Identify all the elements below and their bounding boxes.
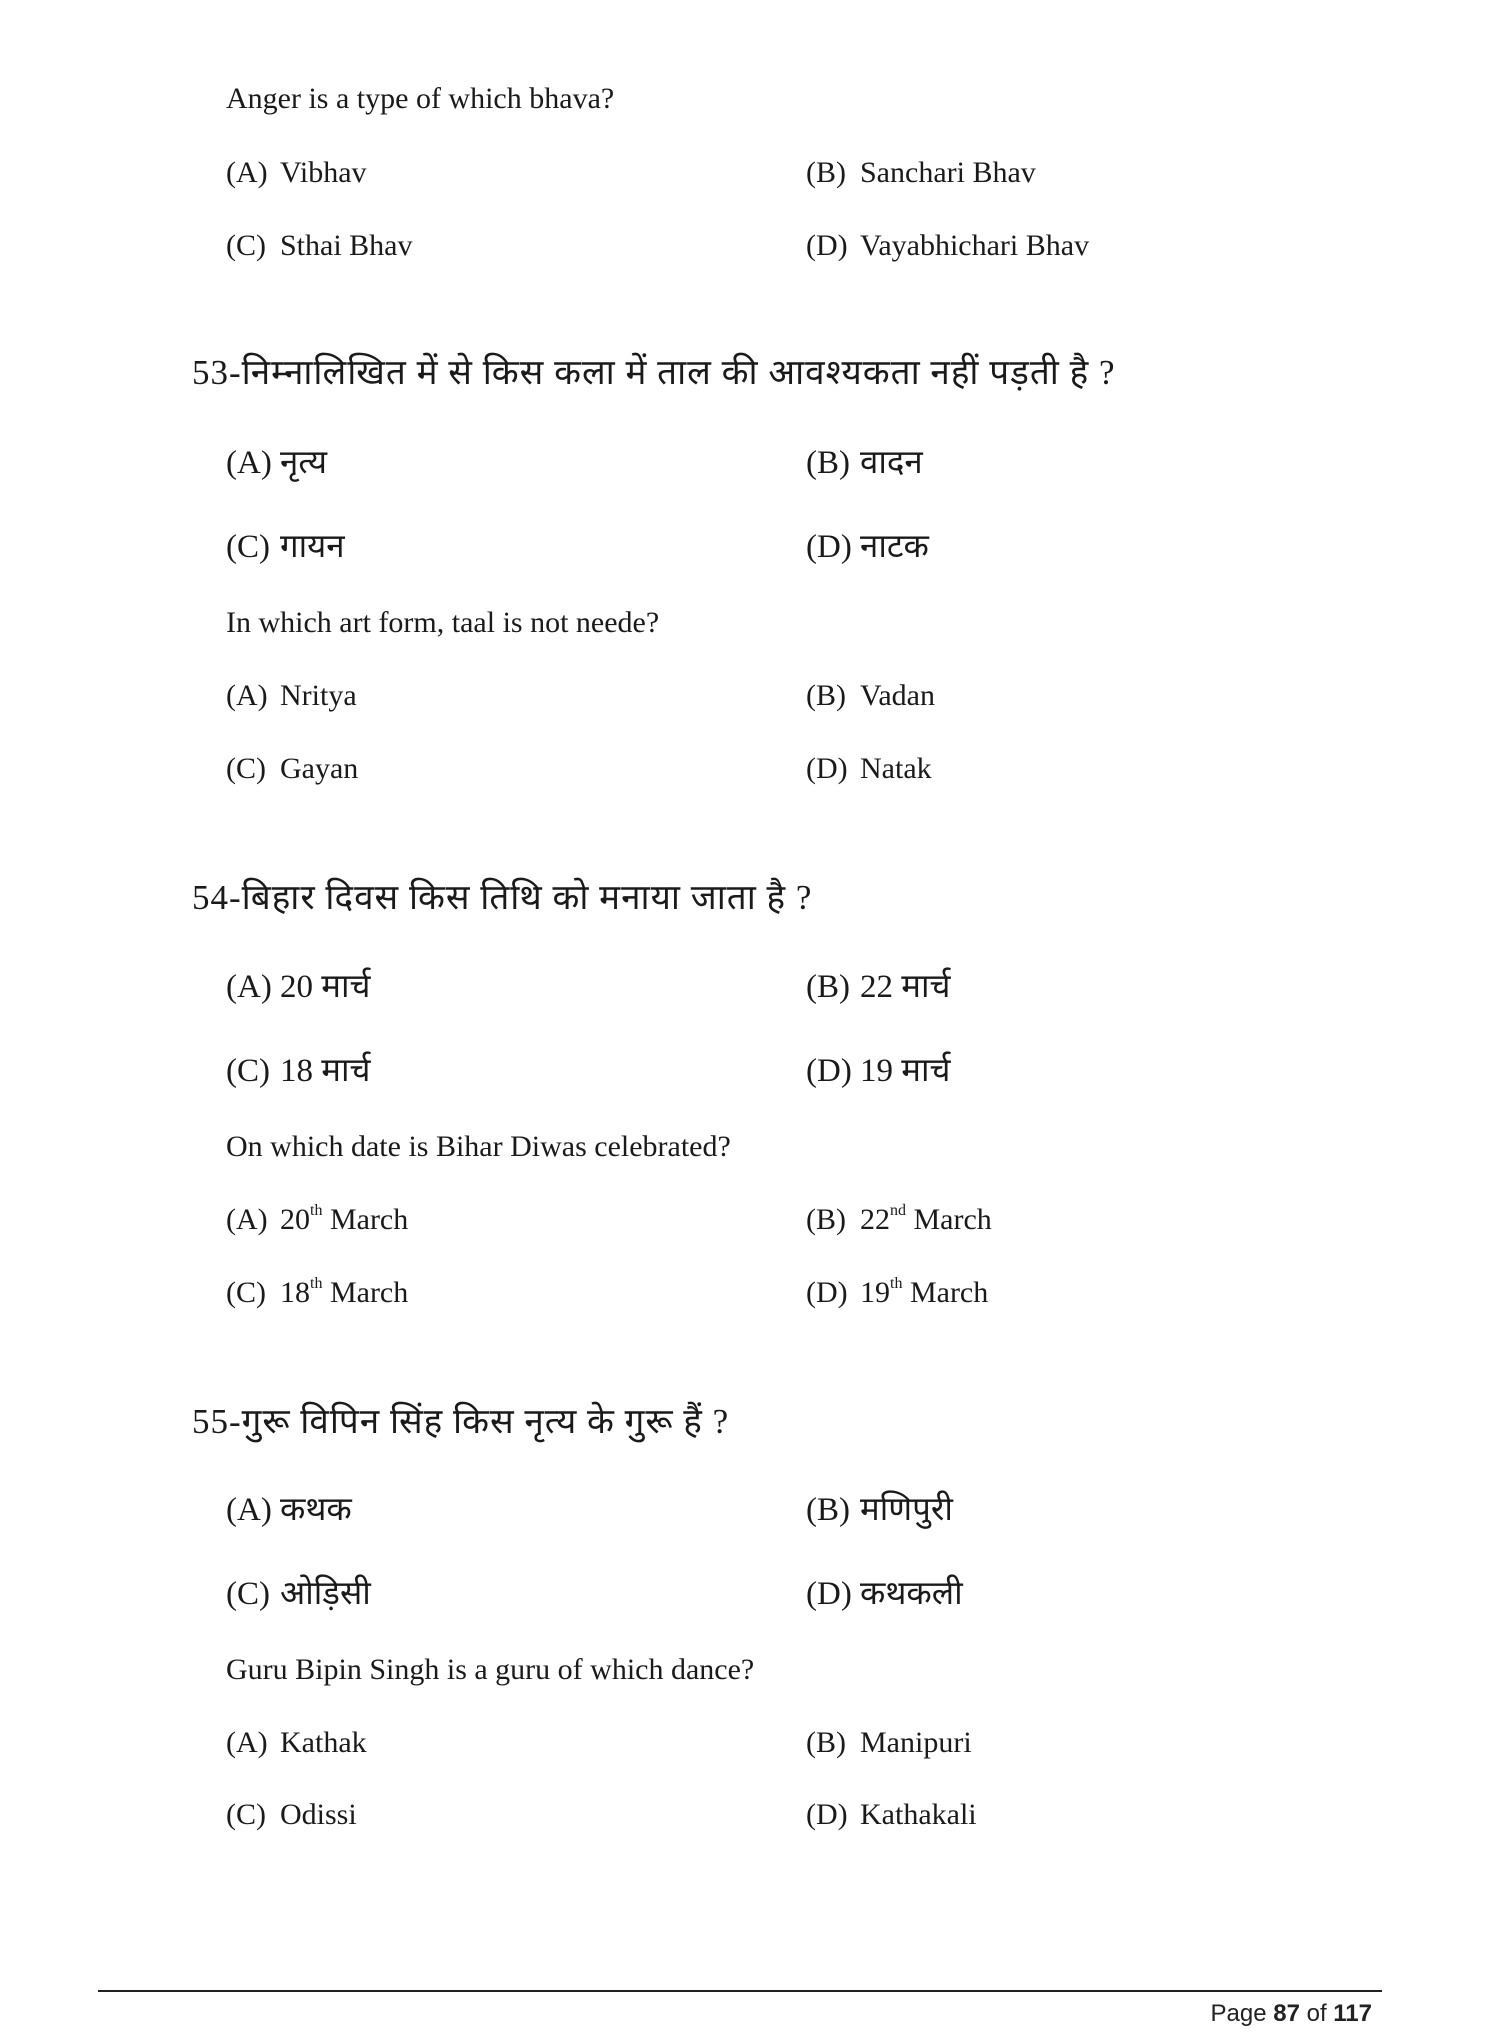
option-label: (D)	[806, 1053, 852, 1089]
option-text: Nritya	[280, 679, 357, 712]
option-label: (A)	[226, 1492, 272, 1528]
option-text: March	[329, 1276, 409, 1309]
q53-option-c	[226, 752, 358, 786]
option-label: (B)	[806, 445, 850, 481]
option-label: (A)	[226, 679, 268, 712]
option-label: (D)	[806, 752, 848, 785]
option-text: गायन	[280, 529, 345, 565]
option-label: (D)	[806, 1276, 848, 1309]
q53-option-a-hindi	[226, 438, 327, 483]
q53-option-b	[806, 679, 935, 713]
option-text: नाटक	[860, 529, 929, 565]
option-number: 20	[280, 1203, 310, 1236]
option-text: 19 मार्च	[860, 1053, 951, 1089]
option-text: ओड़िसी	[280, 1576, 371, 1612]
q54-option-b	[806, 1203, 992, 1237]
option-text: Gayan	[280, 752, 359, 785]
option-text: कथक	[280, 1492, 352, 1528]
option-text: Kathakali	[860, 1798, 977, 1831]
q55-option-a	[226, 1726, 367, 1760]
q55-option-c-hindi	[226, 1569, 371, 1614]
option-number: 18	[280, 1276, 310, 1309]
q53-option-c-hindi	[226, 522, 345, 567]
option-text: March	[913, 1203, 992, 1236]
q52-option-a	[226, 156, 367, 190]
footer-divider	[98, 1990, 1382, 1992]
option-text: मणिपुरी	[860, 1492, 953, 1528]
question-54-hindi: 54-बिहार दिवस किस तिथि को मनाया जाता है ?	[192, 878, 813, 917]
option-text: कथकली	[860, 1576, 963, 1612]
ordinal-suffix: th	[890, 1275, 903, 1292]
option-text: 20 मार्च	[280, 969, 371, 1005]
option-label: (C)	[226, 1276, 266, 1309]
q55-option-b	[806, 1726, 972, 1760]
option-label: (D)	[806, 1576, 852, 1612]
q55-option-b-hindi	[806, 1485, 953, 1530]
of-word: of	[1306, 2000, 1327, 2027]
question-55-hindi: 55-गुरू विपिन सिंह किस नृत्य के गुरू हैं ?	[192, 1402, 730, 1441]
q55-option-d	[806, 1798, 977, 1832]
option-text: Sthai Bhav	[280, 229, 413, 262]
q53-option-d	[806, 752, 932, 786]
option-label: (B)	[806, 156, 846, 189]
page-footer	[1210, 2000, 1372, 2028]
q54-option-d	[806, 1276, 988, 1310]
q54-option-a-hindi	[226, 962, 371, 1007]
option-text: नृत्य	[280, 445, 328, 481]
option-label: (C)	[226, 529, 270, 565]
option-label: (A)	[226, 1203, 268, 1236]
option-label: (B)	[806, 969, 850, 1005]
option-label: (D)	[806, 529, 852, 565]
q52-option-c	[226, 229, 413, 263]
option-label: (A)	[226, 156, 268, 189]
ordinal-suffix: th	[310, 1202, 323, 1219]
option-text: Odissi	[280, 1798, 357, 1831]
option-label: (B)	[806, 1492, 850, 1528]
option-label: (B)	[806, 679, 846, 712]
option-text: Vadan	[860, 679, 935, 712]
page-total: 117	[1333, 2000, 1372, 2027]
q54-option-c-hindi	[226, 1046, 371, 1091]
option-text: वादन	[860, 445, 923, 481]
option-label: (C)	[226, 1576, 270, 1612]
option-text: Manipuri	[860, 1726, 972, 1759]
question-53-english: In which art form, taal is not neede?	[226, 606, 660, 639]
option-label: (B)	[806, 1726, 846, 1759]
q55-option-c	[226, 1798, 357, 1832]
option-number: 19	[860, 1276, 890, 1309]
option-label: (B)	[806, 1203, 846, 1236]
option-text: Sanchari Bhav	[860, 156, 1036, 189]
page-word: Page	[1210, 2000, 1267, 2027]
option-label: (A)	[226, 969, 272, 1005]
q52-option-d	[806, 229, 1089, 263]
option-text: 18 मार्च	[280, 1053, 371, 1089]
q54-option-b-hindi	[806, 962, 951, 1007]
question-53-hindi: 53-निम्नालिखित में से किस कला में ताल की आवश्यकता नहीं पड़ती है ?	[192, 353, 1116, 392]
option-label: (C)	[226, 752, 266, 785]
option-text: Kathak	[280, 1726, 367, 1759]
q53-option-b-hindi	[806, 438, 923, 483]
option-number: 22	[860, 1203, 890, 1236]
option-text: 22 मार्च	[860, 969, 951, 1005]
option-label: (D)	[806, 1798, 848, 1831]
q54-option-c	[226, 1276, 408, 1310]
option-label: (A)	[226, 445, 272, 481]
q54-option-d-hindi	[806, 1046, 951, 1091]
option-label: (A)	[226, 1726, 268, 1759]
option-label: (C)	[226, 1798, 266, 1831]
q53-option-a	[226, 679, 357, 713]
ordinal-suffix: th	[310, 1275, 323, 1292]
option-text: March	[909, 1276, 989, 1309]
q55-option-a-hindi	[226, 1485, 352, 1530]
q54-option-a	[226, 1203, 408, 1237]
option-label: (C)	[226, 1053, 270, 1089]
q55-option-d-hindi	[806, 1569, 963, 1614]
option-text: March	[329, 1203, 409, 1236]
question-52-english: Anger is a type of which bhava?	[226, 82, 615, 115]
q52-option-b	[806, 156, 1036, 190]
question-54-english: On which date is Bihar Diwas celebrated?	[226, 1130, 731, 1163]
option-text: Vayabhichari Bhav	[860, 229, 1090, 262]
ordinal-suffix: nd	[890, 1202, 906, 1219]
question-55-english: Guru Bipin Singh is a guru of which dance?	[226, 1653, 755, 1686]
page-number: 87	[1273, 2000, 1300, 2027]
option-label: (D)	[806, 229, 848, 262]
q53-option-d-hindi	[806, 522, 929, 567]
option-text: Vibhav	[280, 156, 367, 189]
option-text: Natak	[860, 752, 932, 785]
option-label: (C)	[226, 229, 266, 262]
